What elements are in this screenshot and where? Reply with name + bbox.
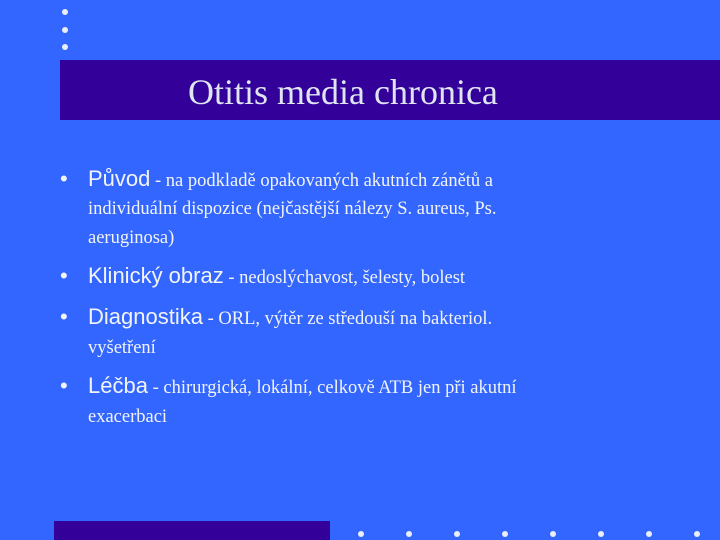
bullet-text: - nedoslýchavost, šelesty, bolest <box>223 268 466 288</box>
decor-dot <box>694 531 700 537</box>
bullet-continuation: exacerbaci <box>88 407 168 427</box>
bullet-text: - na podkladě opakovaných akutních zánětů a <box>150 171 494 191</box>
bottom-bar <box>54 521 330 540</box>
bullet-mark: • <box>60 166 68 191</box>
bullet-continuation: individuální dispozice (nejčastější nálezy S. aureus, Ps. <box>88 199 497 219</box>
bullet-heading: Diagnostika <box>88 304 203 329</box>
bullet-heading: Léčba <box>88 373 148 398</box>
decor-dot <box>646 531 652 537</box>
bullet-mark: • <box>60 263 68 288</box>
bullet-item-clinical <box>60 261 700 291</box>
bullet-text: - ORL, výtěr ze středouší na bakteriol. <box>202 309 493 329</box>
bullet-item-treatment <box>60 371 700 431</box>
decor-dot <box>358 531 364 537</box>
bullet-mark: • <box>60 373 68 398</box>
decor-dot <box>550 531 556 537</box>
bullet-continuation: aeruginosa) <box>88 228 175 248</box>
decor-dot <box>502 531 508 537</box>
bullet-mark: • <box>60 304 68 329</box>
bullet-heading: Původ <box>88 166 151 191</box>
decor-dot <box>598 531 604 537</box>
bullet-continuation: vyšetření <box>88 338 156 358</box>
slide-title: Otitis media chronica <box>188 72 498 112</box>
decor-dot <box>454 531 460 537</box>
bullet-item-diagnostics <box>60 302 700 362</box>
bullet-heading: Klinický obraz <box>88 263 224 288</box>
bullet-text: - chirurgická, lokální, celkově ATB jen při akutní <box>147 378 517 398</box>
decor-dot <box>406 531 412 537</box>
bullet-item-origin <box>60 164 700 254</box>
